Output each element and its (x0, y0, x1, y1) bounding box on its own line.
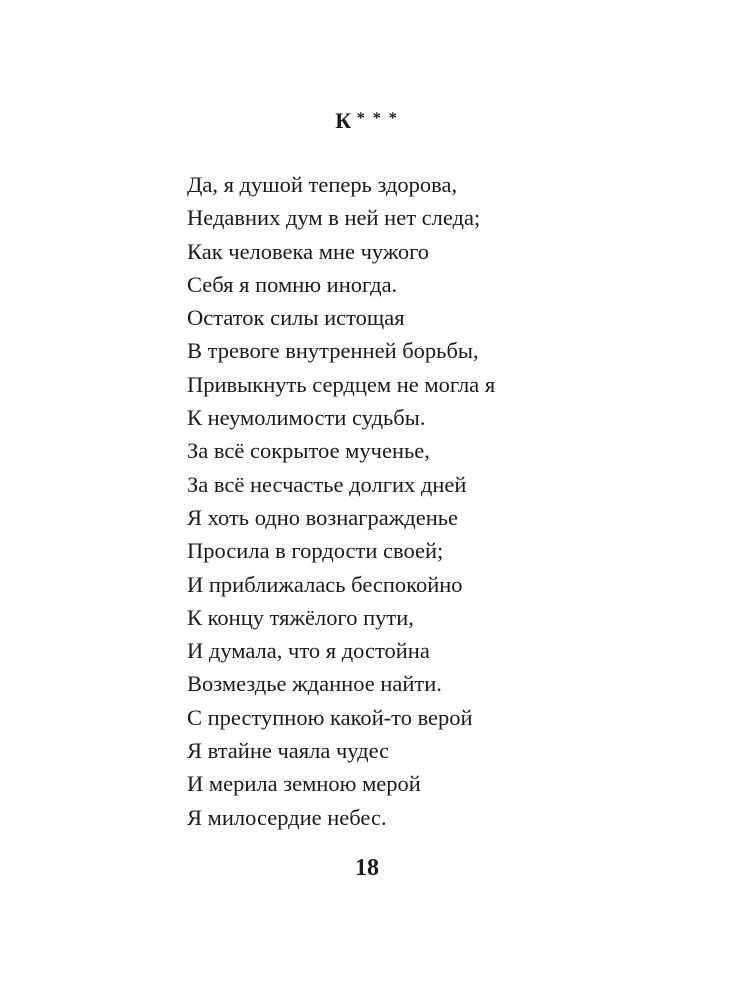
page-number: 18 (355, 855, 379, 881)
poem-line: И думала, что я достойна (187, 638, 430, 664)
poem-line: В тревоге внутренней борьбы, (187, 338, 479, 364)
poem-line: К неумолимости судьбы. (187, 405, 426, 431)
poem-body (187, 168, 495, 834)
title-letter: К (335, 108, 352, 133)
poem-line: За всё несчастье долгих дней (187, 471, 467, 497)
poem-title (0, 108, 734, 134)
poem-line: С преступною какой-то верой (187, 704, 473, 730)
poem-line: Я хоть одно вознагражденье (187, 504, 459, 530)
poem-line: И мерила земною мерой (187, 771, 421, 797)
poem-line: Да, я душой теперь здорова, (187, 172, 458, 197)
title-stars: * * * (356, 110, 399, 127)
poem-line: Возмездье жданное найти. (187, 671, 442, 697)
poem-line: За всё сокрытое мученье, (187, 438, 430, 464)
poem-line: И приближалась беспокойно (187, 571, 463, 597)
poem-line: Я втайне чаяла чудес (187, 738, 390, 764)
poem-line: Как человека мне чужого (187, 238, 430, 264)
poem-line: Я милосердие небес. (187, 804, 387, 830)
poem-line: Остаток силы истощая (187, 305, 405, 331)
poem-line: Привыкнуть сердцем не могла я (187, 371, 496, 397)
poem-line: Просила в гордости своей; (187, 538, 444, 564)
poem-line: Себя я помню иногда. (187, 271, 398, 297)
poem-line: К концу тяжёлого пути, (187, 604, 414, 630)
poem-line: Недавних дум в ней нет следа; (187, 205, 481, 231)
